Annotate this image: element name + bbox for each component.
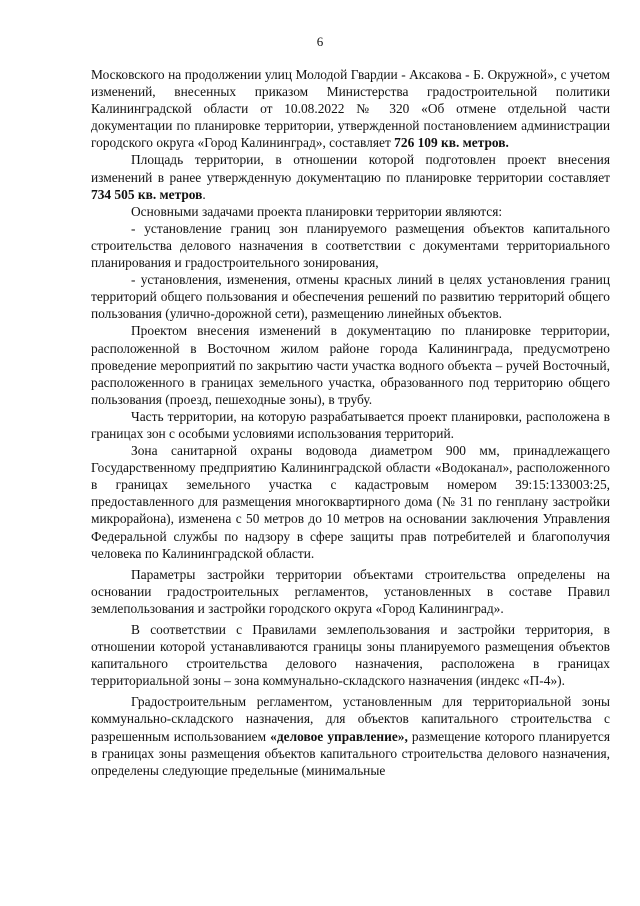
paragraph-stream-closure: Проектом внесения изменений в документацию по планировке территории, расположенной в Восточном жилом районе города Калининграда, предусмотрено проведение мероприятий по закрытию части участка водного объекта – ручей Восточный, расположенного в границах земельного участка, образованного под территорию общего пользования (проезд, пешеходные зоны), в трубу. — [91, 323, 610, 407]
paragraph-area-continuation — [91, 66, 610, 151]
list-item-zones: - установление границ зон планируемого размещения объектов капитального строительства делового назначения в соответствии с документами территориального планирования и градостроительного зонирования, — [91, 220, 610, 271]
area-value-bold: 726 109 кв. метров. — [394, 135, 509, 151]
paragraph-text: . — [202, 186, 206, 202]
paragraph-zoning-rules: В соответствии с Правилами землепользования и застройки территория, в отношении которой устанавливаются границы зоны планируемого размещения объектов капитального строительства делового назначения, расположена в границах территориальной зоны – зона коммунально-складского назначения (индекс «П-4»). — [91, 622, 610, 689]
document-body — [91, 66, 610, 779]
area-value-bold: 734 505 кв. метров — [91, 186, 203, 202]
paragraph-text: размещение которого планируется в границах зоны размещения объектов капитального строительства делового назначения, определены следующие предельные (минимальные — [91, 728, 610, 778]
list-item-red-lines: - установления, изменения, отмены красных линий в целях установления границ территорий общего пользования и обеспечения решений по развитию территорий общего пользования (улично-дорожной сети), размещению линейных объектов. — [91, 272, 610, 322]
paragraph-special-zones: Часть территории, на которую разрабатывается проект планировки, расположена в границах зон с особыми условиями использования территорий. — [91, 408, 610, 441]
use-type-bold: «деловое управление», — [270, 728, 408, 744]
page-number: 6 — [316, 34, 324, 49]
paragraph-text: Площадь территории, в отношении которой подготовлен проект внесения изменений в ранее утвержденную документацию по планировке территории составляет — [91, 152, 610, 185]
paragraph-territory-area — [91, 151, 610, 202]
paragraph-text: Градостроительным регламентом, установленным для территориальной зоны коммунально-складского назначения, для объектов капитального строительства с разрешенным использованием — [91, 694, 610, 744]
paragraph-text: Московского на продолжении улиц Молодой Гвардии - Аксакова - Б. Окружной», с учетом изменений, внесенных приказом Министерства градостроительной политики Калининградской области от 10.08.2022 № 320 «Об отмене отдельной части документации по планировке территории, утвержденной постановлением администрации городского округа «Город Калининград», составляет — [91, 67, 610, 151]
paragraph-building-parameters: Параметры застройки территории объектами строительства определены на основании градостроительных регламентов, установленных в составе Правил землепользования и застройки городского округа «Город Калининград». — [91, 566, 610, 616]
paragraph-regulations — [91, 693, 610, 778]
paragraph-sanitary-zone: Зона санитарной охраны водовода диаметром 900 мм, принадлежащего Государственному предприятию Калининградской области «Водоканал», расположенного в границах земельного участка с кадастровым номером 39:15:133003:25, предоставленного для размещения многоквартирного дома (№ 31 по генплану застройки микрорайона), изменена с 50 метров до 10 метров на основании заключения Управления Федеральной службы по надзору в сфере защиты прав потребителей и благополучия человека по Калининградской области. — [91, 443, 610, 561]
paragraph-tasks-heading: Основными задачами проекта планировки территории являются: — [131, 203, 503, 219]
